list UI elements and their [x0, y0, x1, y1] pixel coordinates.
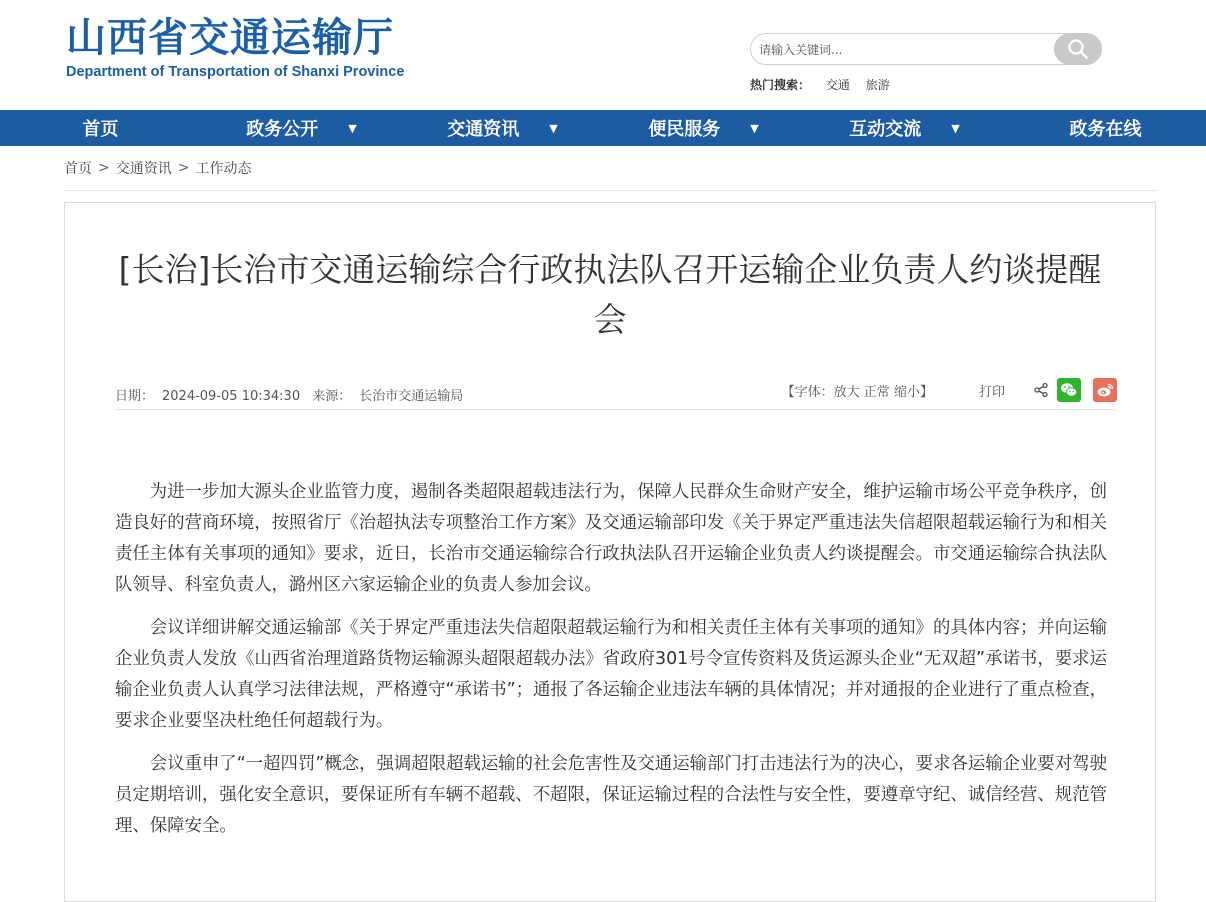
nav-item-interaction[interactable] [804, 110, 1005, 146]
publish-date: 2024-09-05 10:34:30 [162, 389, 301, 404]
article-tools [782, 378, 1117, 402]
search-box [750, 33, 1102, 65]
weibo-share-button[interactable] [1093, 378, 1117, 402]
nav-item-label: 互动交流 [849, 119, 922, 140]
print-button[interactable]: 打印 [978, 384, 1005, 400]
breadcrumb-separator: > [177, 160, 190, 176]
article-source: 长治市交通运输局 [359, 389, 464, 404]
wechat-icon [1060, 382, 1078, 398]
font-control-close: 】 [919, 384, 933, 400]
hot-search [750, 76, 902, 93]
search-input[interactable] [757, 38, 1051, 62]
breadcrumb-item-work-updates[interactable]: 工作动态 [195, 161, 252, 177]
main-nav [0, 110, 1206, 146]
article-panel [64, 202, 1156, 902]
hot-search-link[interactable]: 交通 [825, 78, 850, 92]
chevron-down-icon: ▼ [348, 121, 357, 135]
nav-item-government-affairs[interactable] [201, 110, 402, 146]
chevron-down-icon: ▼ [549, 121, 558, 135]
article-paragraph: 会议详细讲解交通运输部《关于界定严重违法失信超限超载运输行为和相关责任主体有关事项的通知》的具体内容；并向运输企业负责人发放《山西省治理道路货物运输源头超限超载办法》省政府301号令宣传资料及货运源头企业“无双超”承诺书，要求运输企业负责人认真学习法律法规，严格遵守“承诺书”；通报了各运输企业违法车辆的具体情况；并对通报的企业进行了重点检查，要求企业要坚决杜绝任何超载行为。 [115, 618, 1107, 731]
article-paragraph: 会议重申了“一超四罚”概念，强调超限超载运输的社会危害性及交通运输部门打击违法行为的决心，要求各运输企业要对驾驶员定期培训，强化安全意识，要保证所有车辆不超载、不超限，保证运输过程的合法性与安全性，要遵章守纪、诚信经营、规范管理、保障安全。 [115, 754, 1107, 836]
nav-item-label: 首页 [82, 119, 119, 140]
font-large-button[interactable]: 放大 [833, 384, 860, 400]
font-control-open: 【字体： [781, 384, 834, 400]
chevron-down-icon: ▼ [750, 121, 759, 135]
share-icon [1033, 382, 1049, 398]
weibo-icon [1096, 382, 1114, 398]
article-paragraph: 为进一步加大源头企业监管力度，遏制各类超限超载违法行为，保障人民群众生命财产安全，维护运输市场公平竞争秩序，创造良好的营商环境，按照省厅《治超执法专项整治工作方案》及交通运输部印发《关于界定严重违法失信超限超载运输行为和相关责任主体有关事项的通知》要求，近日，长治市交通运输综合行政执法队召开运输企业负责人约谈提醒会。市交通运输综合执法队队领导、科室负责人，潞州区六家运输企业的负责人参加会议。 [115, 482, 1107, 595]
article-meta [115, 375, 1117, 410]
breadcrumb-separator: > [98, 160, 110, 176]
hot-search-label: 热门搜索： [750, 78, 811, 92]
breadcrumb-item-home[interactable]: 首页 [64, 161, 92, 177]
nav-item-label: 政务在线 [1069, 119, 1142, 140]
search-icon [1067, 38, 1089, 60]
nav-item-public-services[interactable] [603, 110, 804, 146]
share-button[interactable] [1031, 380, 1051, 400]
chevron-down-icon: ▼ [951, 121, 960, 135]
site-logo[interactable] [66, 14, 404, 80]
logo-title-en: Department of Transportation of Shanxi Province [66, 64, 405, 80]
font-normal-button[interactable]: 正常 [863, 384, 890, 400]
article-meta-info [115, 385, 471, 404]
source-label: 来源： [312, 389, 352, 404]
site-header [0, 0, 1206, 110]
breadcrumb [64, 146, 1157, 191]
search-button[interactable] [1054, 33, 1102, 65]
logo-title-cn: 山西省交通运输厅 [66, 15, 394, 61]
nav-item-label: 便民服务 [648, 119, 721, 140]
nav-item-home[interactable] [0, 110, 201, 146]
nav-item-online-services[interactable] [1005, 110, 1206, 146]
date-label: 日期： [115, 389, 155, 404]
article-body [115, 477, 1107, 854]
breadcrumb-item-transport-news[interactable]: 交通资讯 [115, 161, 172, 177]
font-size-control [782, 381, 933, 400]
nav-item-label: 交通资讯 [447, 119, 520, 140]
hot-search-link[interactable]: 旅游 [865, 78, 890, 92]
font-small-button[interactable]: 缩小 [893, 384, 920, 400]
wechat-share-button[interactable] [1057, 378, 1081, 402]
nav-item-label: 政务公开 [246, 119, 319, 140]
article-title: [长治]长治市交通运输综合行政执法队召开运输企业负责人约谈提醒会 [118, 250, 1102, 339]
nav-item-transport-news[interactable] [402, 110, 603, 146]
